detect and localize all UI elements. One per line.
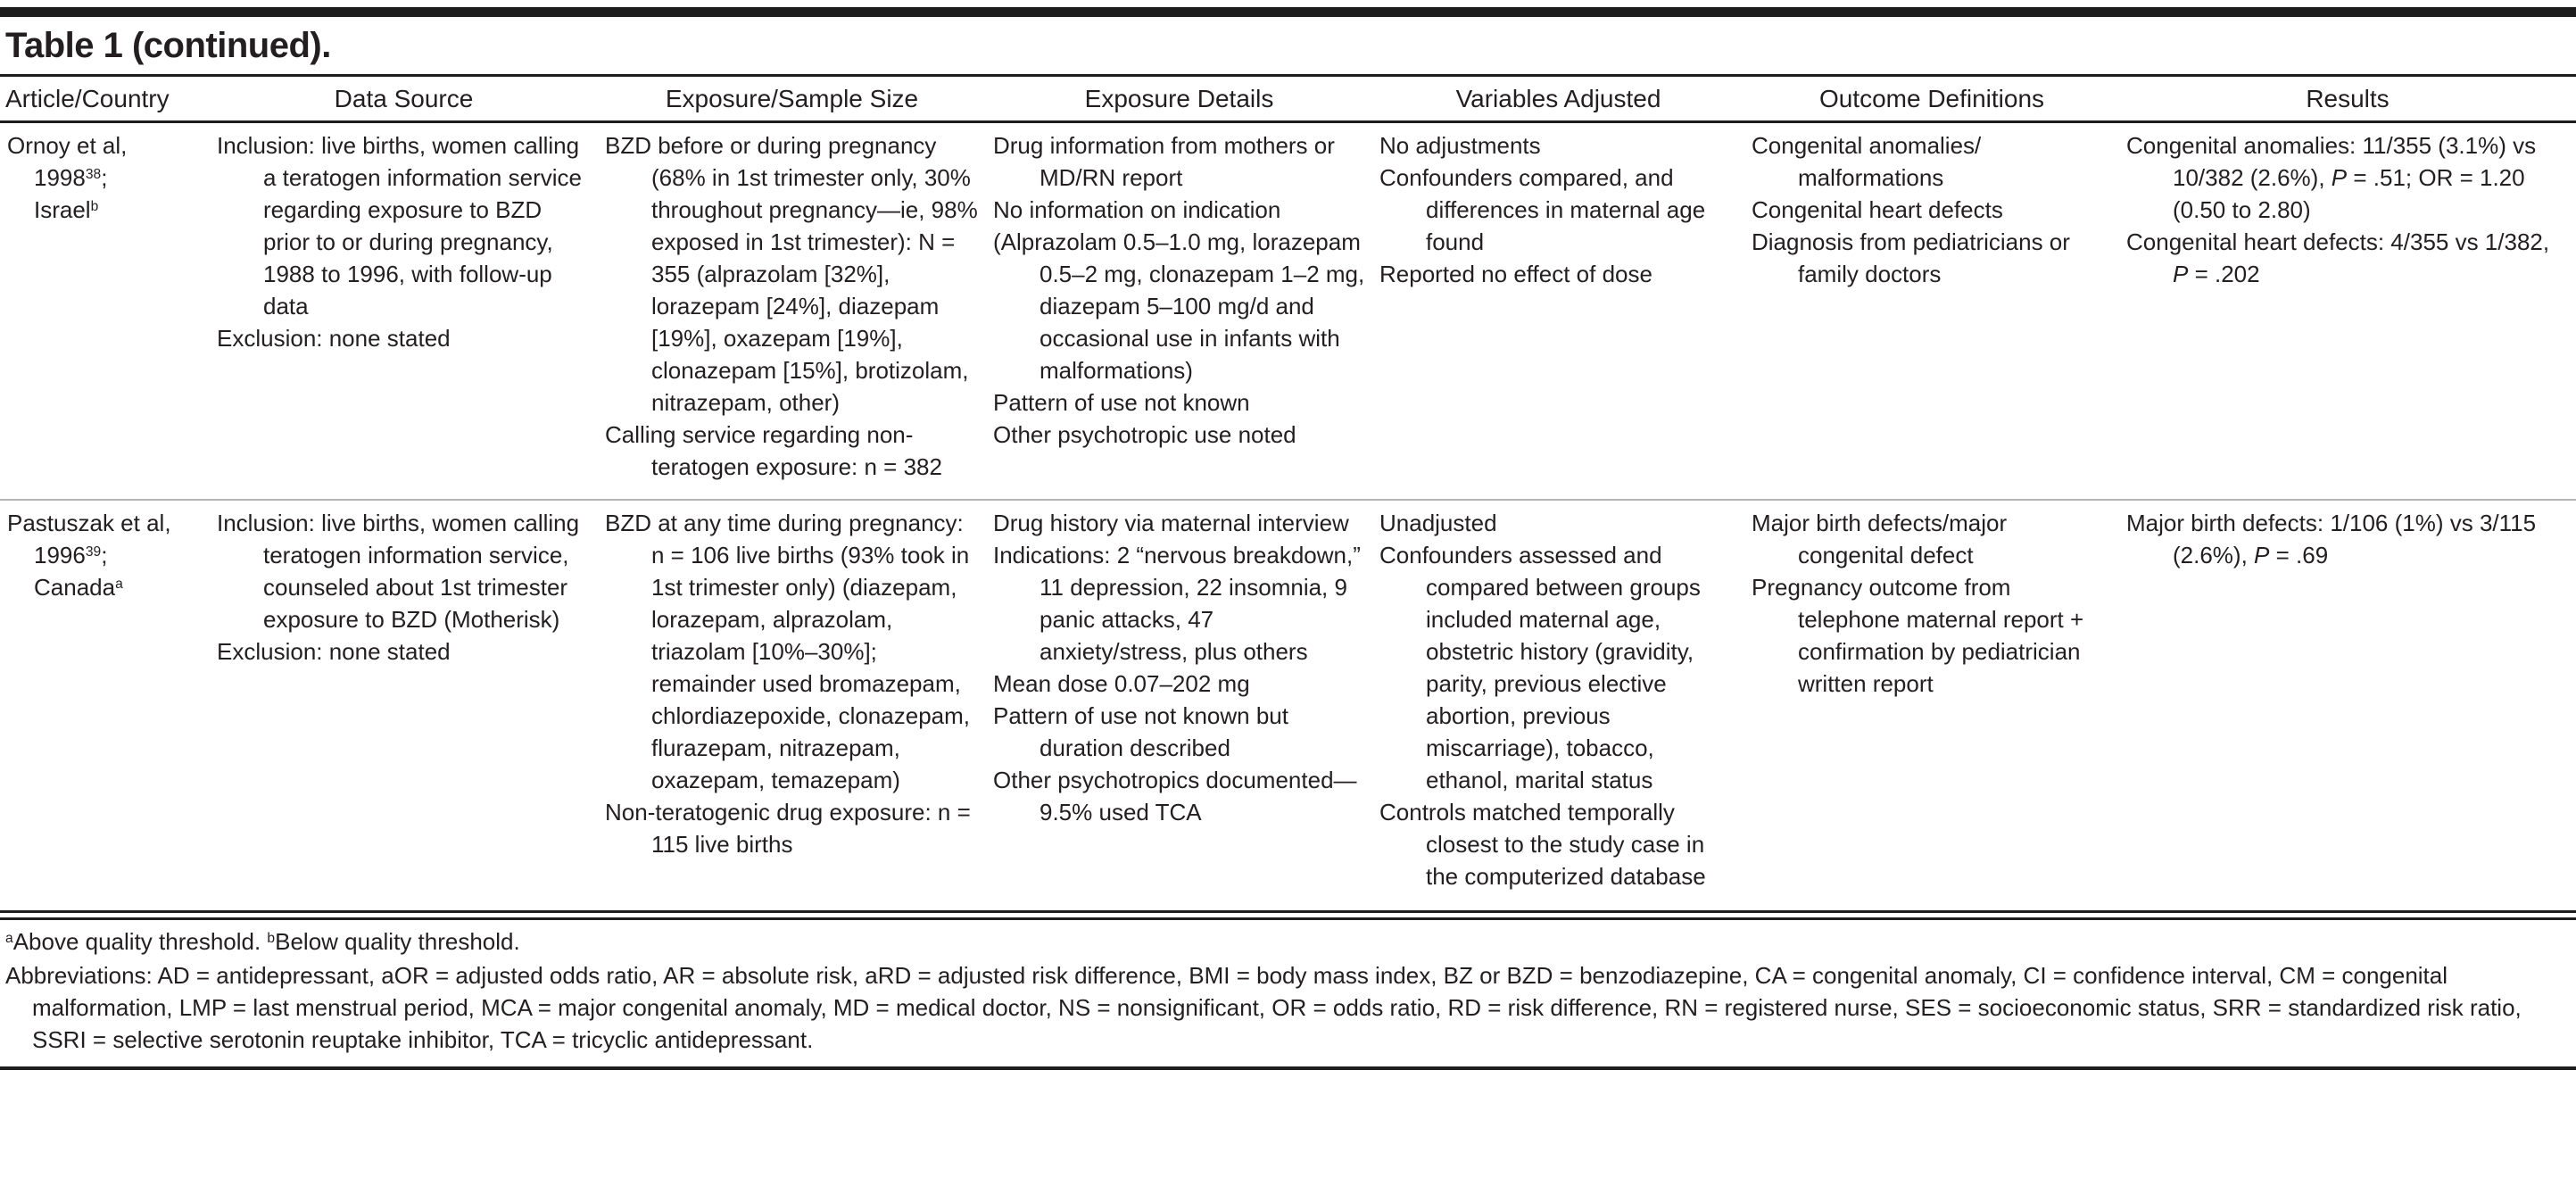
cell-paragraph: 1996$^{39}$; xyxy=(34,542,108,568)
footnotes xyxy=(0,920,2576,1056)
cell-paragraph: Controls matched temporally closest to the study case in the computerized database xyxy=(1379,799,1706,890)
cell-paragraph: Pregnancy outcome from telephone maternal report + confirmation by pediatrician written report xyxy=(1752,574,2084,697)
cell-paragraph: Congenital heart defects: 4/355 vs 1/382, P = .202 xyxy=(2126,228,2550,287)
cell-paragraph: Other psychotropic use noted xyxy=(993,421,1296,448)
cell-paragraph: Drug history via maternal interview xyxy=(993,510,1349,536)
cell-paragraph: Unadjusted xyxy=(1379,510,1497,536)
cell-paragraph: Reported no effect of dose xyxy=(1379,261,1652,287)
cell-paragraph: Confounders assessed and compared between groups included maternal age, obstetric history (gravidity, parity, previous elective abortion, previous miscarriage), tobacco, ethanol, marital status xyxy=(1379,542,1701,793)
column-header-article-country: Article/Country xyxy=(0,76,210,122)
cell-paragraph: Major birth defects/major congenital defect xyxy=(1752,510,2008,568)
header-row xyxy=(0,76,2576,122)
cell-ornoy-data-source xyxy=(210,122,598,501)
cell-paragraph: BZD at any time during pregnancy: n = 106 live births (93% took in 1st trimester only) (diazepam, lorazepam, alprazolam, triazolam [10%–30%]; remainder used bromazepam, chlordiazepoxide, clonazepam, flurazepam, nitrazepam, oxazepam, temazepam) xyxy=(605,510,970,793)
cell-paragraph: Congenital anomalies: 11/355 (3.1%) vs 10/382 (2.6%), P = .51; OR = 1.20 (0.50 to 2.80) xyxy=(2126,132,2537,223)
cell-pastuszak-outcome-definitions xyxy=(1744,500,2119,908)
cell-ornoy-variables-adjusted xyxy=(1372,122,1744,501)
cell-pastuszak-variables-adjusted xyxy=(1372,500,1744,908)
cell-paragraph: No adjustments xyxy=(1379,132,1541,159)
cell-pastuszak-exposure-details xyxy=(986,500,1372,908)
cell-paragraph: Major birth defects: 1/106 (1%) vs 3/115 (2.6%), P = .69 xyxy=(2126,510,2537,568)
column-header-exposure-sample-size: Exposure/Sample Size xyxy=(598,76,986,122)
cell-pastuszak-exposure-sample-size xyxy=(598,500,986,908)
cell-pastuszak-results xyxy=(2119,500,2576,908)
cell-pastuszak-data-source xyxy=(210,500,598,908)
footnote-abbreviations: Abbreviations: AD = antidepressant, aOR = adjusted odds ratio, AR = absolute risk, aRD = adjusted risk difference, BMI = body mass index, BZ or BZD = benzodiazepine, CA = congenital anomaly, CI = confidence interval, CM = congenital malformation, LMP = last menstrual period, MCA = major congenital anomaly, MD = medical doctor, NS = nonsignificant, OR = odds ratio, RD = risk difference, RN = registered nurse, SES = socioeconomic status, SRR = standardized risk ratio, SSRI = selective serotonin reuptake inhibitor, TCA = tricyclic antidepressant. xyxy=(5,962,2522,1053)
cell-paragraph: Exclusion: none stated xyxy=(217,325,451,352)
cell-paragraph: Pattern of use not known xyxy=(993,389,1250,416)
cell-paragraph: No information on indication xyxy=(993,196,1281,223)
cell-paragraph: BZD before or during pregnancy (68% in 1st trimester only, 30% throughout pregnancy—ie, 98% exposed in 1st trimester): N = 355 (alprazolam [32%], lorazepam [24%], diazepam [19%], oxazepam [19%], clonazepam [15%], brotizolam, nitrazepam, other) xyxy=(605,132,978,416)
cell-paragraph: (Alprazolam 0.5–1.0 mg, lorazepam 0.5–2 mg, clonazepam 1–2 mg, diazepam 5–100 mg/d and occasional use in infants with malformations) xyxy=(993,228,1365,384)
table-row-pastuszak xyxy=(0,500,2576,908)
table-header xyxy=(0,76,2576,122)
cell-paragraph: Drug information from mothers or MD/RN report xyxy=(993,132,1335,191)
cell-paragraph: Indications: 2 “nervous breakdown,” 11 depression, 22 insomnia, 9 panic attacks, 47 anxiety/stress, plus others xyxy=(993,542,1361,665)
cell-paragraph: 1998$^{38}$; xyxy=(34,164,108,191)
bottom-rule xyxy=(0,1066,2576,1070)
cell-paragraph: Non-teratogenic drug exposure: n = 115 live births xyxy=(605,799,971,858)
cell-paragraph: Israel$^b$ xyxy=(34,196,99,223)
paper-table-figure xyxy=(0,7,2576,1070)
cell-paragraph: Exclusion: none stated xyxy=(217,638,451,665)
cell-pastuszak-article xyxy=(0,500,210,908)
cell-paragraph: Pattern of use not known but duration described xyxy=(993,702,1288,761)
cell-ornoy-results xyxy=(2119,122,2576,501)
footnote-separator-rule xyxy=(0,910,2576,920)
cell-paragraph: Other psychotropics documented—9.5% used TCA xyxy=(993,767,1357,826)
cell-paragraph: Canada$^a$ xyxy=(34,574,123,601)
cell-ornoy-outcome-definitions xyxy=(1744,122,2119,501)
study-table xyxy=(0,74,2576,908)
cell-paragraph: Inclusion: live births, women calling a teratogen information service regarding exposure to BZD prior to or during pregnancy, 1988 to 1996, with follow-up data xyxy=(217,132,582,319)
table-row-ornoy xyxy=(0,122,2576,501)
column-header-variables-adjusted: Variables Adjusted xyxy=(1372,76,1744,122)
cell-paragraph: Congenital anomalies/ malformations xyxy=(1752,132,1982,191)
column-header-results: Results xyxy=(2119,76,2576,122)
top-rule xyxy=(0,7,2576,17)
table-body xyxy=(0,122,2576,909)
column-header-exposure-details: Exposure Details xyxy=(986,76,1372,122)
cell-paragraph: Calling service regarding non-teratogen exposure: n = 382 xyxy=(605,421,942,480)
cell-paragraph: Inclusion: live births, women calling teratogen information service, counseled about 1st trimester exposure to BZD (Motherisk) xyxy=(217,510,580,633)
cell-ornoy-exposure-sample-size xyxy=(598,122,986,501)
cell-paragraph: Congenital heart defects xyxy=(1752,196,2003,223)
cell-paragraph: Mean dose 0.07–202 mg xyxy=(993,670,1250,697)
cell-ornoy-exposure-details xyxy=(986,122,1372,501)
cell-paragraph: Ornoy et al, xyxy=(7,132,128,159)
table-title: Table 1 (continued). xyxy=(5,26,331,65)
footnote-quality-thresholds: $^a$Above quality threshold. $^b$Below quality threshold. xyxy=(5,928,520,955)
column-header-outcome-definitions: Outcome Definitions xyxy=(1744,76,2119,122)
cell-paragraph: Pastuszak et al, xyxy=(7,510,171,536)
cell-paragraph: Confounders compared, and differences in maternal age found xyxy=(1379,164,1706,255)
column-header-data-source: Data Source xyxy=(210,76,598,122)
cell-paragraph: Diagnosis from pediatricians or family doctors xyxy=(1752,228,2070,287)
cell-ornoy-article xyxy=(0,122,210,501)
